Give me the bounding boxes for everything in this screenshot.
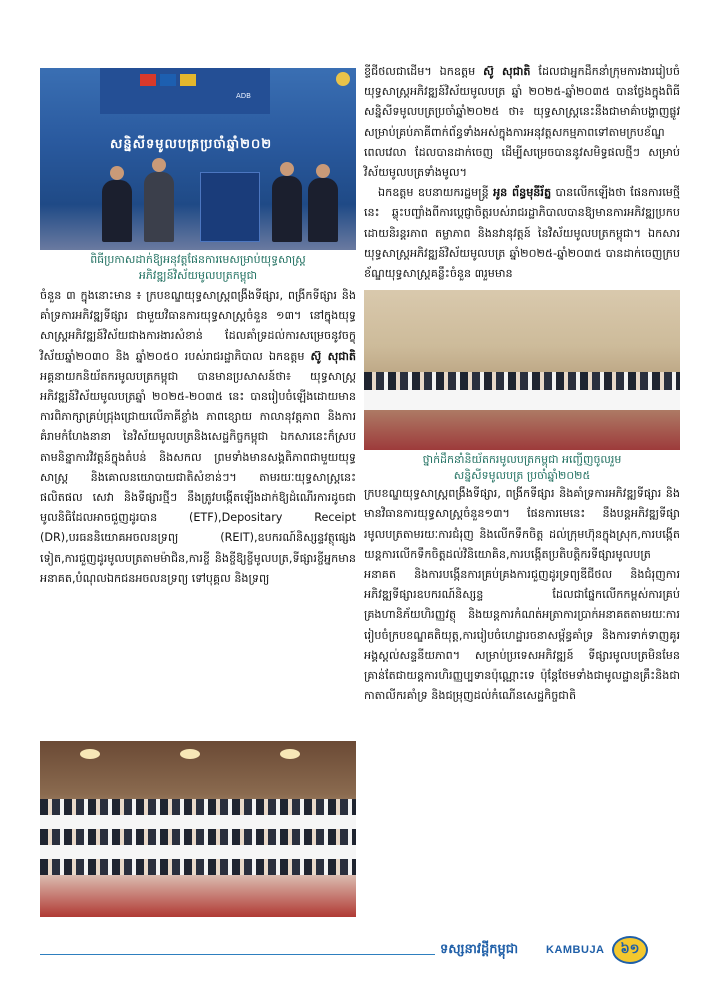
person-name: ស៊ូ សុជាតិ <box>483 65 531 78</box>
article-paragraph: ឯកឧត្តម ឧបនាយករដ្ឋមន្ត្រី អូន ព័ន្ធមុនីរ័ត្ន បានលើកឡើងថា ផែនការមេថ្មីនេះ ឆ្លុះបញ្ចាំងពីការប្តេជ្ញាចិត្តរបស់រាជរដ្ឋាភិបាលបានឱ្យមានការអភិវឌ្ឍប្រកបដោយនិរន្តរភាព តម្លាភាព និងនវានុវត្តន៍ នៃវិស័យមូលបត្រកម្ពុជា។ ឯកសារយុទ្ធសាស្ត្រអភិវឌ្ឍន៍វិស័យមូលបត្រ ឆ្នាំ២០២៥-ឆ្នាំ២០៣៥ បានដាក់ចេញក្របខ័ណ្ឌយុទ្ធសាស្ត្រគន្លឹះចំនួន ៣រួមមាន <box>364 186 681 281</box>
table-row <box>40 815 356 829</box>
flag-icon <box>160 74 176 86</box>
person-name: ស៊ូ សុជាតិ <box>310 349 356 363</box>
page-number: ៦១ <box>612 936 648 964</box>
conference-audience-photo <box>40 741 356 917</box>
person <box>308 178 338 242</box>
page-footer <box>0 930 712 1000</box>
flag-icon <box>180 74 196 86</box>
person <box>144 172 174 242</box>
magazine-title: ទស្សនាវដ្ដីកម្ពុជា <box>440 942 519 957</box>
person <box>102 180 132 242</box>
photo-caption: ថ្នាក់ដឹកនាំនិយ័តករមូលបត្រកម្ពុជា អញ្ជើញចូលរួម សន្និសីទមូលបត្រ ប្រចាំឆ្នាំ២០២៥ <box>422 453 622 483</box>
table-row <box>40 845 356 859</box>
article-paragraph: ក្របខណ្ឌយុទ្ធសាស្ត្រពង្រឹងទីផ្សារ, ពង្រីកទីផ្សារ និងគាំទ្រការអភិវឌ្ឍទីផ្សារ និងមានវិធានការយុទ្ធសាស្ត្រចំនួន១៣។ ផែនការមេនេះ នឹងបន្តអភិវឌ្ឍទីផ្សារមូលបត្រតាមរយៈការជំរុញ និងលើកទឹកចិត្ត ដល់ក្រុមហ៊ុនក្នុងស្រុក,ការបង្កើតយន្តការលើកទឹកចិត្តដល់វិនិយោគិន,ការបង្កើតប្រតិបត្តិករទីផ្សារមូលបត្រអនាគត និងការបង្កើនការគ្រប់គ្រងការជួញដូរទ្រព្យឌីជីថល និងជំរុញការអភិវឌ្ឍទីផ្សារឧបករណ៍និស្សន្ទ ដែលជាផ្នែកលើកកម្ពស់ការគ្រប់គ្រងហានិភ័យហិរញ្ញវត្ថុ និងយន្តការកំណត់អត្រាការប្រាក់អនាគតតាមរយៈការរៀបចំក្របខណ្ឌគតិយុត្ត,ការរៀបចំហេដ្ឋារចនាសម្ព័ន្ធគាំទ្រ និងការទាក់ទាញគូរអង្គស្ដល់សន្ទនីយភាព។ សម្រាប់ប្រទេសអភិវឌ្ឍន៍ ទីផ្សារមូលបត្រមិនមែនគ្រាន់តែជាយន្តការហិរញ្ញប្បទានប៉ុណ្ណោះទេ ប៉ុន្តែថែមទាំងជាមូលដ្ឋានគ្រឹះនិងជាកាតាលីករគាំទ្រ និងជម្រុញដល់កំណើនសេដ្ឋកិច្ចជាតិ <box>364 487 680 703</box>
article-paragraph: ខ្ទីជីថលជាដើម។ ឯកឧត្តម ស៊ូ សុជាតិ ដែលជាអ្នកដឹកនាំក្រុមការងាររៀបចំយុទ្ធសាស្ត្រអភិវឌ្ឍន៍វិស័យមូលបត្រ ឆ្នាំ ២០២៥-ឆ្នាំ២០៣៥ បានថ្លែងក្នុងពិធីសន្និសីទមូលបត្រប្រចាំឆ្នាំ២០២៥ ថា៖ យុទ្ធសាស្ត្រនេះនឹងជាមាគ៌ាបង្ហាញផ្លូវសម្រាប់គ្រប់ភាគីពាក់ព័ន្ធទាំងអស់ក្នុងការអនុវត្តសកម្មភាពទៅតាមក្របខ័ណ្ឌពេលវេលា ដែលបានដាក់ចេញ ដើម្បីសម្រេចបាននូវសមិទ្ធផលថ្មីៗ សម្រាប់វិស័យមូលបត្រទាំងមូល។ <box>364 65 680 180</box>
left-column <box>40 68 356 589</box>
stage-title: សន្និសីទមូលបត្រប្រចាំឆ្នាំ២០២ <box>110 137 273 152</box>
launch-ceremony-photo <box>40 68 356 250</box>
right-column <box>364 62 680 706</box>
audience-row <box>364 372 680 390</box>
person <box>272 176 302 242</box>
photo-caption: ពិធីប្រកាសដាក់ឱ្យអនុវត្តផែនការមេសម្រាប់យុទ្ធសាស្ត្រ អភិវឌ្ឍន៍វិស័យមូលបត្រកម្ពុជា <box>90 253 306 282</box>
audience-row <box>40 859 356 875</box>
table-row <box>364 390 680 410</box>
logo-icon <box>336 72 350 86</box>
magazine-brand: KAMBUJA <box>546 944 605 956</box>
chandelier <box>80 749 100 759</box>
adb-logo-text: ADB <box>236 92 251 100</box>
article-paragraph: ចំនួន ៣ ក្នុងនោះមាន ៖ ក្របខណ្ឌយុទ្ធសាស្ត្រពង្រឹងទីផ្សារ, ពង្រីកទីផ្សារ និងគាំទ្រការអភិវឌ្ឍទីផ្សារ ជាមួយវិធានការយុទ្ធសាស្ត្រចំនួន ១៣។ នៅក្នុងយុទ្ធសាស្ត្រអភិវឌ្ឍន៍វិស័យជាងការងារសំខាន់ ដែលគាំទ្រដល់ការសម្រេចនូវចក្ខុវិស័យឆ្នាំ២០៣០ និង ឆ្នាំ២០៥០ របស់រាជរដ្ឋាភិបាល ឯកឧត្តម ស៊ូ សុជាតិ អគ្គនាយកនិយ័តករមូលបត្រកម្ពុជា បានមានប្រសាសន៍ថា៖ យុទ្ធសាស្ត្រអភិវឌ្ឍន៍វិស័យមូលបត្រឆ្នាំ ២០២៥-២០៣៥ នេះ បានរៀបចំឡើងដោយមានការពិភាក្សាគ្រប់ជ្រុងជ្រោយលើភាគីខ្លាំង ភាពខ្សោយ កាលានុវត្តភាព និងការគំរាមកំហែងនានា នៃវិស័យមូលបត្រនិងសេដ្ឋកិច្ចកម្ពុជា ឯកសារនេះក៏ស្របតាមនិន្នាការវិវត្តន៍ក្នុងតំបន់ និងសកល ព្រមទាំងមានសង្គតិភាពជាមួយយុទ្ធសាស្ត្រ និងគោលនយោបាយជាតិសំខាន់ៗ។ តាមរយៈយុទ្ធសាស្ត្រនេះ ផលិតផល សេវា និងទីផ្សារថ្មីៗ នឹងត្រូវបង្កើតឡើងដាក់ឱ្យដំណើរការដូចជាមូលនិធិដែលអាចជួញដូរបាន (ETF),Depositary Receipt (DR),បរធននិយោគអចលនទ្រព្យ (REIT),ឧបករណ៍និស្សន្ទវត្ថុផ្សេងទៀត,ការជួញដូរមូលបត្រតាមម៉ាជិន,ការខ្ចី និងខ្ចីឱ្យខ្ចីមូលបត្រ,ទីផ្សារខ្ចីអ្នកមានអនាគត,បំណុលឯកជនអចលនទ្រព្យ ទៅបុគ្គល និងទ្រព្យ <box>40 289 356 585</box>
audience-row <box>40 799 356 815</box>
footer-divider <box>40 954 435 955</box>
audience-row <box>40 829 356 845</box>
chandelier <box>180 749 200 759</box>
chandelier <box>280 749 300 759</box>
person-name: អូន ព័ន្ធមុនីរ័ត្ន <box>493 186 552 200</box>
conference-leaders-photo <box>364 290 680 450</box>
flag-icon <box>140 74 156 86</box>
podium <box>200 172 260 242</box>
